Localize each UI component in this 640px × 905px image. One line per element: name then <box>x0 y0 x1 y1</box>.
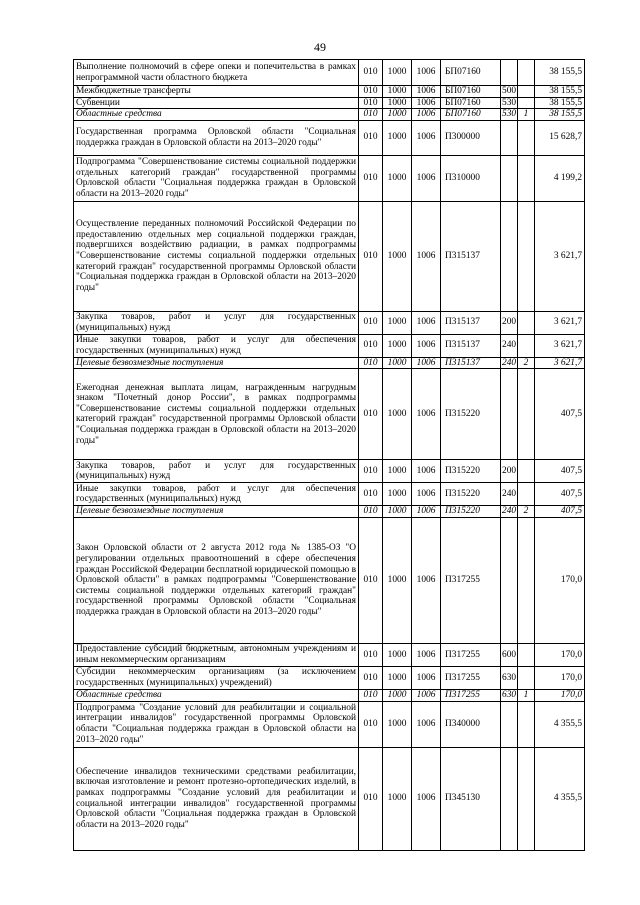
section-code: 1000 <box>383 311 412 334</box>
target-article-code: П315137 <box>441 201 501 311</box>
row-name: Иные закупки товаров, работ и услуг для обеспечения государственных (муниципальных) нужд <box>74 483 359 506</box>
target-article-code: П310000 <box>441 155 501 201</box>
table-row <box>74 86 585 98</box>
section-code: 1000 <box>383 460 412 483</box>
expense-type-code: 240 <box>502 357 517 368</box>
expense-type-code <box>501 60 518 86</box>
section-code: 1000 <box>383 334 412 357</box>
amount: 3 621,7 <box>535 357 585 369</box>
row-name: Подпрограмма "Создание условий для реабилитации и социальной интеграции инвалидов" государственной программы Орловской области "Социальная поддержка граждан в Орловской области на 2013–2020 годы" <box>74 701 359 747</box>
row-name: Выполнение полномочий в сфере опеки и попечительства в рамках непрограммной части областного бюджета <box>74 60 359 86</box>
funding-source-code: 2 <box>518 506 535 518</box>
funding-source-code <box>518 483 535 506</box>
subsection-code: 1006 <box>412 201 441 311</box>
subsection-code: 1006 <box>412 155 441 201</box>
expense-type-code: 240 <box>501 483 518 506</box>
grbs-code: 010 <box>359 86 383 98</box>
section-code: 1000 <box>383 155 412 201</box>
row-name: Областные средства <box>74 689 359 701</box>
funding-source-code <box>518 120 535 155</box>
row-name: Закупка товаров, работ и услуг для государственных (муниципальных) нужд <box>74 460 359 483</box>
amount: 38 155,5 <box>535 109 585 121</box>
funding-source-code <box>518 311 535 334</box>
target-article-code: П315220 <box>441 369 501 460</box>
section-code: 1000 <box>383 120 412 155</box>
expense-type-code: 240 <box>501 334 518 357</box>
subsection-code: 1006 <box>412 60 441 86</box>
target-article-code: БП07160 <box>441 86 501 98</box>
funding-source-code: 1 <box>518 689 535 701</box>
amount: 407,5 <box>535 506 585 518</box>
section-code: 1000 <box>383 97 412 109</box>
section-code: 1000 <box>383 643 412 666</box>
grbs-code: 010 <box>359 120 383 155</box>
expense-type-code <box>501 201 518 311</box>
amount: 4 199,2 <box>535 155 585 201</box>
grbs-code: 010 <box>359 643 383 666</box>
row-name: Целевые безвозмездные поступления <box>74 506 359 518</box>
expense-type-code <box>501 517 518 643</box>
funding-source-code <box>518 60 535 86</box>
row-name: Субвенции <box>74 97 359 109</box>
target-article-code: П317255 <box>441 643 501 666</box>
table-row <box>74 689 585 701</box>
grbs-code: 010 <box>359 357 383 369</box>
amount: 3 621,7 <box>535 311 585 334</box>
funding-source-code <box>518 460 535 483</box>
target-article-code: БП07160 <box>441 60 501 86</box>
expense-type-code: 500 <box>502 86 517 96</box>
amount: 170,0 <box>535 643 585 666</box>
row-name: Закон Орловской области от 2 августа 2012 года № 1385-ОЗ "О регулировании отдельных правоотношений в сфере обеспечения граждан Российской Федерации бесплатной юридической помощью в Орловской области" в рамках подпрограммы "Совершенствование системы социальной поддержки отдельных категорий граждан" государственной программы Орловской области "Социальная поддержка граждан в Орловской области на 2013–2020 годы" <box>74 517 359 643</box>
funding-source-code <box>518 97 535 109</box>
expense-type-code: 200 <box>501 311 518 334</box>
target-article-code: П300000 <box>441 120 501 155</box>
target-article-code: П315137 <box>441 311 501 334</box>
section-code: 1000 <box>383 517 412 643</box>
subsection-code: 1006 <box>412 483 441 506</box>
target-article-code: П315220 <box>441 483 501 506</box>
expense-type-code: 200 <box>501 460 518 483</box>
row-name: Подпрограмма "Совершенствование системы социальной поддержки отдельных категорий граждан" государственной программы Орловской области "Социальная поддержка граждан в Орловской области на 2013–2020 годы" <box>74 155 359 201</box>
subsection-code: 1006 <box>412 334 441 357</box>
budget-table-body <box>74 60 585 851</box>
funding-source-code <box>518 701 535 747</box>
expense-type-code: 600 <box>501 643 518 666</box>
funding-source-code: 1 <box>518 109 535 121</box>
subsection-code: 1006 <box>412 460 441 483</box>
grbs-code: 010 <box>359 517 383 643</box>
amount: 407,5 <box>535 369 585 460</box>
grbs-code: 010 <box>359 334 383 357</box>
grbs-code: 010 <box>359 97 383 109</box>
amount: 407,5 <box>535 460 585 483</box>
expense-type-code: 240 <box>502 506 517 517</box>
expense-type-code <box>501 120 518 155</box>
row-name: Предоставление субсидий бюджетным, автономным учреждениям и иным некоммерческим организациям <box>74 643 359 666</box>
amount: 38 155,5 <box>535 60 585 86</box>
table-row <box>74 120 585 155</box>
expense-type-code: 530 <box>502 97 517 108</box>
target-article-code: П317255 <box>441 666 501 689</box>
table-row <box>74 60 585 86</box>
expense-type-code: 630 <box>501 666 518 689</box>
row-name: Межбюджетные трансферты <box>74 86 359 98</box>
target-article-code: П340000 <box>441 701 501 747</box>
funding-source-code <box>518 334 535 357</box>
subsection-code: 1006 <box>412 369 441 460</box>
section-code: 1000 <box>383 201 412 311</box>
amount: 407,5 <box>535 483 585 506</box>
section-code: 1000 <box>383 701 412 747</box>
expense-type-code: 530 <box>502 109 517 120</box>
subsection-code: 1006 <box>412 643 441 666</box>
subsection-code: 1006 <box>412 666 441 689</box>
grbs-code: 010 <box>359 666 383 689</box>
section-code: 1000 <box>383 357 412 369</box>
section-code: 1000 <box>383 506 412 518</box>
table-row <box>74 369 585 460</box>
row-name: Субсидии некоммерческим организациям (за исключением государственных (муниципальных) учреждений) <box>74 666 359 689</box>
expense-type-code: 630 <box>502 689 517 700</box>
table-row <box>74 747 585 850</box>
funding-source-code <box>518 369 535 460</box>
grbs-code: 010 <box>359 201 383 311</box>
table-row <box>74 201 585 311</box>
target-article-code: П317255 <box>441 689 501 701</box>
funding-source-code <box>518 201 535 311</box>
budget-table <box>73 59 585 851</box>
amount: 38 155,5 <box>535 97 585 109</box>
grbs-code: 010 <box>359 60 383 86</box>
subsection-code: 1006 <box>412 109 441 121</box>
grbs-code: 010 <box>359 483 383 506</box>
expense-type-code <box>501 369 518 460</box>
row-name: Закупка товаров, работ и услуг для государственных (муниципальных) нужд <box>74 311 359 334</box>
target-article-code: П345130 <box>441 747 501 850</box>
table-row <box>74 97 585 109</box>
table-row <box>74 666 585 689</box>
amount: 3 621,7 <box>535 334 585 357</box>
subsection-code: 1006 <box>412 86 441 98</box>
subsection-code: 1006 <box>412 311 441 334</box>
row-name: Государственная программа Орловской области "Социальная поддержка граждан в Орловской области на 2013–2020 годы" <box>74 120 359 155</box>
funding-source-code <box>518 666 535 689</box>
grbs-code: 010 <box>359 109 383 121</box>
amount: 170,0 <box>535 689 585 701</box>
target-article-code: П315137 <box>441 334 501 357</box>
amount: 170,0 <box>535 517 585 643</box>
page-number: 49 <box>314 40 326 54</box>
section-code: 1000 <box>383 666 412 689</box>
section-code: 1000 <box>383 483 412 506</box>
grbs-code: 010 <box>359 460 383 483</box>
section-code: 1000 <box>383 369 412 460</box>
row-name: Обеспечение инвалидов техническими средствами реабилитации, включая изготовление и ремонт протезно-ортопедических изделий, в рамках подпрограммы "Создание условий для реабилитации и социальной интеграции инвалидов" государственной программы Орловской области "Социальная поддержка граждан в Орловской области на 2013–2020 годы" <box>74 747 359 850</box>
row-name: Иные закупки товаров, работ и услуг для обеспечения государственных (муниципальных) нужд <box>74 334 359 357</box>
amount: 3 621,7 <box>535 201 585 311</box>
amount: 38 155,5 <box>535 86 585 98</box>
funding-source-code <box>518 155 535 201</box>
target-article-code: БП07160 <box>441 109 501 121</box>
subsection-code: 1006 <box>412 506 441 518</box>
table-row <box>74 483 585 506</box>
grbs-code: 010 <box>359 311 383 334</box>
section-code: 1000 <box>383 109 412 121</box>
funding-source-code <box>518 643 535 666</box>
grbs-code: 010 <box>359 155 383 201</box>
table-row <box>74 643 585 666</box>
section-code: 1000 <box>383 689 412 701</box>
section-code: 1000 <box>383 60 412 86</box>
grbs-code: 010 <box>359 747 383 850</box>
table-row <box>74 357 585 369</box>
funding-source-code: 2 <box>518 357 535 369</box>
target-article-code: П315220 <box>441 460 501 483</box>
table-row <box>74 506 585 518</box>
subsection-code: 1006 <box>412 747 441 850</box>
amount: 15 628,7 <box>535 120 585 155</box>
subsection-code: 1006 <box>412 97 441 109</box>
funding-source-code <box>518 747 535 850</box>
table-row <box>74 109 585 121</box>
grbs-code: 010 <box>359 701 383 747</box>
amount: 4 355,5 <box>535 701 585 747</box>
table-row <box>74 460 585 483</box>
section-code: 1000 <box>383 86 412 98</box>
row-name: Областные средства <box>74 109 359 121</box>
target-article-code: П317255 <box>441 517 501 643</box>
target-article-code: П315137 <box>441 357 501 369</box>
target-article-code: П315220 <box>441 506 501 518</box>
funding-source-code <box>518 517 535 643</box>
table-row <box>74 311 585 334</box>
grbs-code: 010 <box>359 689 383 701</box>
table-row <box>74 155 585 201</box>
row-name: Ежегодная денежная выплата лицам, награжденным нагрудным знаком "Почетный донор России", в рамках подпрограммы "Совершенствование системы социальной поддержки отдельных категорий граждан" государственной программы Орловской области "Социальная поддержка граждан в Орловской области на 2013–2020 годы" <box>74 369 359 460</box>
table-row <box>74 517 585 643</box>
expense-type-code <box>501 747 518 850</box>
target-article-code: БП07160 <box>441 97 501 109</box>
row-name: Целевые безвозмездные поступления <box>74 357 359 369</box>
grbs-code: 010 <box>359 506 383 518</box>
expense-type-code <box>501 155 518 201</box>
grbs-code: 010 <box>359 369 383 460</box>
amount: 170,0 <box>535 666 585 689</box>
section-code: 1000 <box>383 747 412 850</box>
subsection-code: 1006 <box>412 120 441 155</box>
table-row <box>74 701 585 747</box>
expense-type-code <box>501 701 518 747</box>
row-name: Осуществление переданных полномочий Российской Федерации по предоставлению отдельных мер социальной поддержки граждан, подвергшихся воздействию радиации, в рамках подпрограммы "Совершенствование системы социальной поддержки отдельных категорий граждан" государственной программы Орловской области "Социальная поддержка граждан в Орловской области на 2013–2020 годы" <box>74 201 359 311</box>
subsection-code: 1006 <box>412 701 441 747</box>
subsection-code: 1006 <box>412 517 441 643</box>
table-row <box>74 334 585 357</box>
amount: 4 355,5 <box>535 747 585 850</box>
funding-source-code <box>518 86 535 98</box>
subsection-code: 1006 <box>412 689 441 701</box>
subsection-code: 1006 <box>412 357 441 369</box>
